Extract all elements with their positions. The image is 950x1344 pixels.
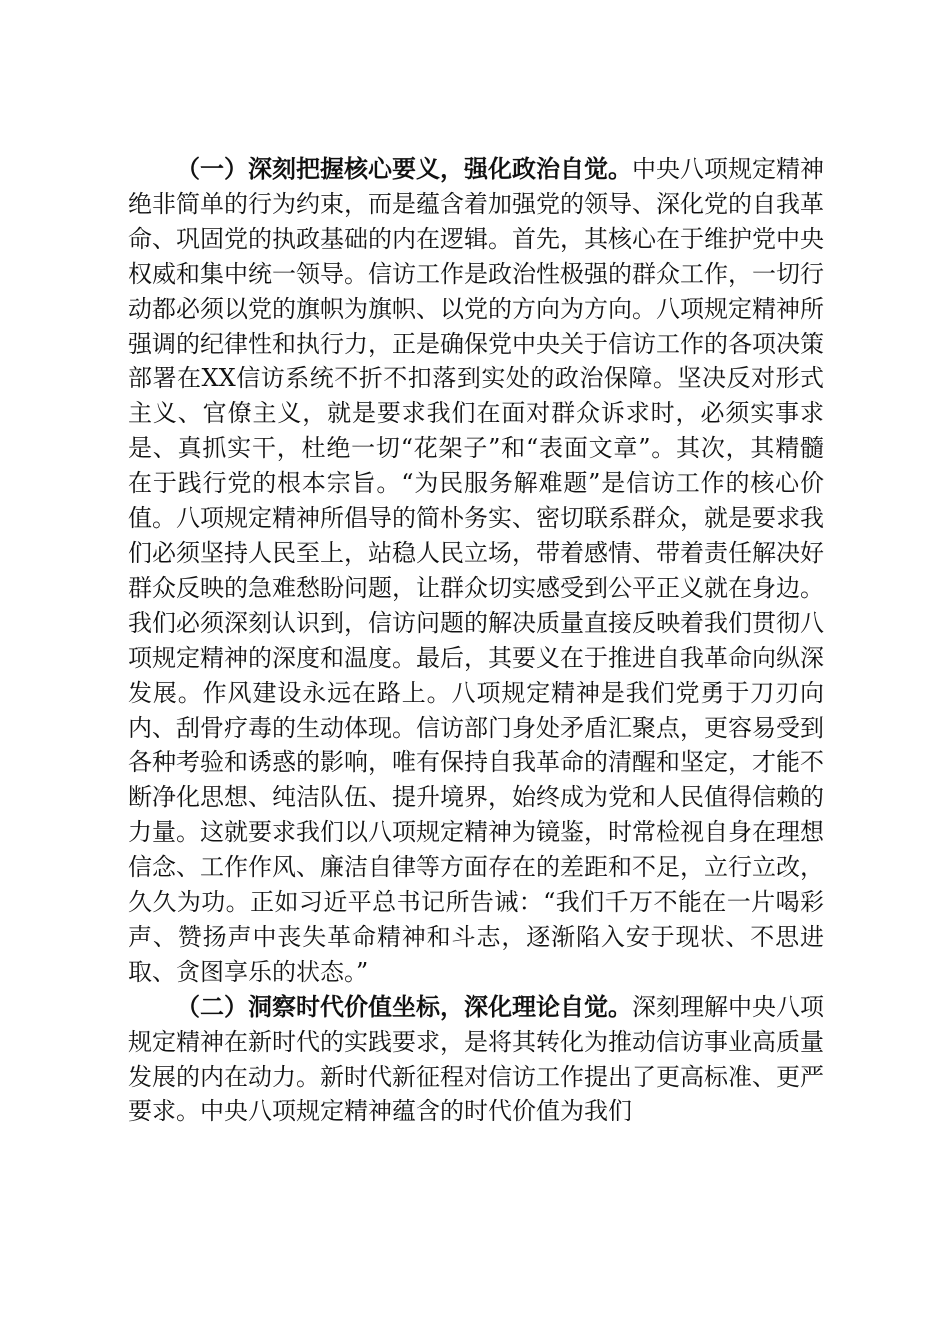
paragraph-1-body: 中央八项规定精神绝非简单的行为约束，而是蕴含着加强党的领导、深化党的自我革命、巩固党的执政基础的内在逻辑。首先，其核心在于维护党中央权威和集中统一领导。信访工作是政治性极强的群众工作，一切行动都必须以党的旗帜为旗帜、以党的方向为方向。八项规定精神所强调的纪律性和执行力，正是确保党中央关于信访工作的各项决策部署在XX信访系统不折不扣落到实处的政治保障。坚决反对形式主义、官僚主义，就是要求我们在面对群众诉求时，必须实事求是、真抓实干，杜绝一切“花架子”和“表面文章”。其次，其精髓在于践行党的根本宗旨。“为民服务解难题”是信访工作的核心价值。八项规定精神所倡导的简朴务实、密切联系群众，就是要求我们必须坚持人民至上，站稳人民立场，带着感情、带着责任解决好群众反映的急难愁盼问题，让群众切实感受到公平正义就在身边。我们必须深刻认识到，信访问题的解决质量直接反映着我们贯彻八项规定精神的深度和温度。最后，其要义在于推进自我革命向纵深发展。作风建设永远在路上。八项规定精神是我们党勇于刀刃向内、刮骨疗毒的生动体现。信访部门身处矛盾汇聚点，更容易受到各种考验和诱惑的影响，唯有保持自我革命的清醒和坚定，才能不断净化思想、纯洁队伍、提升境界，始终成为党和人民值得信赖的力量。这就要求我们以八项规定精神为镜鉴，时常检视自身在理想信念、工作作风、廉洁自律等方面存在的差距和不足，立行立改，久久为功。正如习近平总书记所告诫：“我们千万不能在一片喝彩声、赞扬声中丧失革命精神和斗志，逐渐陷入安于现状、不思进取、贪图享乐的状态。” [128,155,824,986]
paragraph-2-body: 深刻理解中央八项规定精神在新时代的实践要求，是将其转化为推动信访事业高质量发展的内在动力。新时代新征程对信访工作提出了更高标准、更严要求。中央八项规定精神蕴含的时代价值为我们 [128,992,824,1126]
paragraph-1 [128,152,824,990]
section-heading-1: （一）深刻把握核心要义，强化政治自觉。 [176,154,632,183]
section-heading-2: （二）洞察时代价值坐标，深化理论自觉。 [176,991,632,1021]
document-page [128,152,824,1129]
paragraph-2 [128,990,824,1130]
